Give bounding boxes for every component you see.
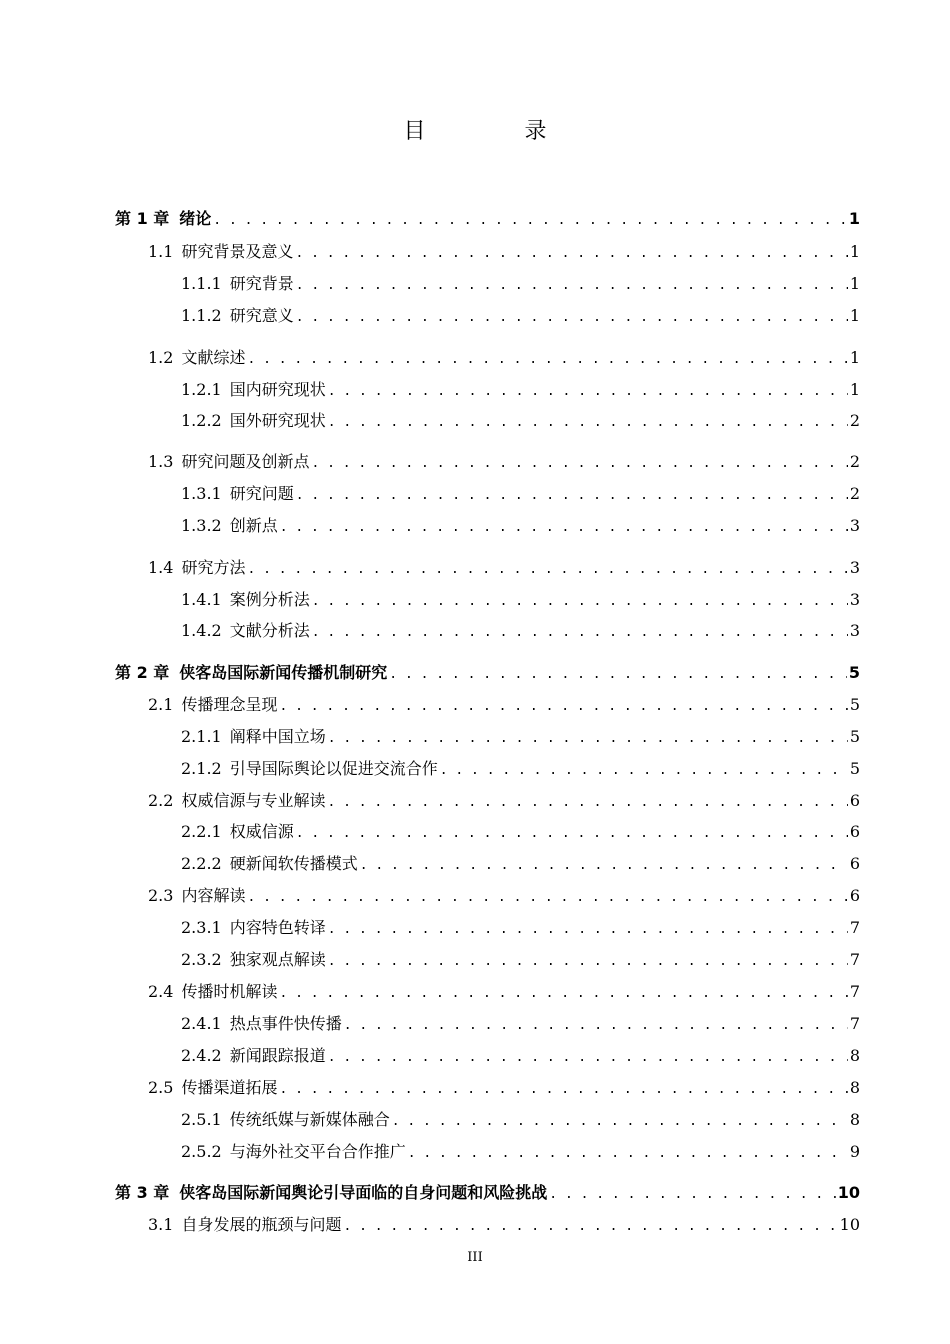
toc-leader-dots — [296, 823, 848, 845]
toc-leader-dots — [213, 210, 847, 232]
toc-entry-title: 内容特色转译 — [229, 918, 326, 937]
toc-entry[interactable] — [181, 758, 860, 782]
toc-leader-dots — [440, 760, 848, 782]
toc-entry-number: 2.3.2 — [181, 950, 222, 969]
toc-entry-page: 1 — [849, 274, 860, 293]
toc-entry-number: 1.1.1 — [181, 274, 222, 293]
toc-entry-page: 8 — [849, 1078, 860, 1097]
toc-leader-dots — [279, 696, 847, 718]
toc-entry-page: 7 — [849, 950, 860, 969]
toc-leader-dots — [327, 792, 847, 814]
toc-entry-page: 1 — [849, 242, 860, 261]
toc-entry-page: 10 — [839, 1215, 860, 1234]
toc-entry-page: 8 — [849, 1046, 860, 1065]
toc-entry-number: 2.4.2 — [181, 1046, 222, 1065]
toc-entry-page: 6 — [849, 791, 860, 810]
toc-entry-page: 7 — [849, 918, 860, 937]
toc-leader-dots — [280, 517, 848, 539]
toc-entry-title: 权威信源 — [229, 822, 294, 841]
toc-entry-page: 5 — [848, 663, 860, 682]
toc-entry-page: 7 — [849, 982, 860, 1001]
toc-entry-title: 与海外社交平台合作推广 — [229, 1142, 406, 1161]
toc-entry-number: 2.5.1 — [181, 1110, 222, 1129]
toc-entry-page: 6 — [849, 886, 860, 905]
toc-entry-title: 新闻跟踪报道 — [229, 1046, 326, 1065]
toc-entry[interactable] — [181, 821, 860, 845]
toc-entry[interactable] — [148, 790, 860, 814]
toc-leader-dots — [279, 1079, 847, 1101]
toc-entry[interactable] — [181, 273, 860, 297]
toc-entry-page: 7 — [849, 1014, 860, 1033]
toc-leader-dots — [392, 1111, 848, 1133]
toc-leader-dots — [247, 349, 847, 371]
toc-entry[interactable] — [115, 1182, 860, 1206]
toc-entry-page: 1 — [848, 209, 860, 228]
toc-leader-dots — [328, 919, 848, 941]
toc-leader-dots — [328, 951, 848, 973]
toc-leader-dots — [360, 855, 848, 877]
toc-leader-dots — [344, 1015, 848, 1037]
toc-entry-title: 文献分析法 — [229, 621, 310, 640]
toc-entry-number: 2.3 — [148, 886, 174, 905]
toc-entry-number: 1.4 — [148, 558, 174, 577]
toc-entry-title: 引导国际舆论以促进交流合作 — [229, 759, 438, 778]
toc-entry[interactable] — [181, 483, 860, 507]
page-title: 目 录 — [403, 119, 593, 144]
toc-entry[interactable] — [181, 949, 860, 973]
toc-entry-title: 国外研究现状 — [229, 411, 326, 430]
toc-entry-page: 8 — [849, 1110, 860, 1129]
toc-entry-title: 研究背景 — [229, 274, 294, 293]
toc-entry[interactable] — [148, 1214, 860, 1238]
toc-entry-number: 1.3 — [148, 452, 174, 471]
toc-entry-number: 2.2 — [148, 791, 174, 810]
toc-entry-title: 硬新闻软传播模式 — [229, 854, 358, 873]
toc-entry-number: 2.5.2 — [181, 1142, 222, 1161]
toc-leader-dots — [549, 1184, 835, 1206]
toc-entry[interactable] — [181, 305, 860, 329]
toc-leader-dots — [328, 412, 848, 434]
toc-entry-page: 1 — [849, 380, 860, 399]
toc-leader-dots — [296, 275, 848, 297]
toc-entry-title: 阐释中国立场 — [229, 727, 326, 746]
toc-entry-number: 第 2 章 — [115, 663, 170, 682]
toc-entry-page: 1 — [849, 306, 860, 325]
toc-entry-page: 3 — [849, 516, 860, 535]
toc-leader-dots — [247, 887, 847, 909]
toc-entry-page: 1 — [849, 348, 860, 367]
toc-entry[interactable] — [181, 620, 860, 644]
toc-leader-dots — [247, 559, 847, 581]
toc-leader-dots — [328, 1047, 848, 1069]
toc-leader-dots — [296, 307, 848, 329]
toc-entry-page: 2 — [849, 452, 860, 471]
toc-entry[interactable] — [148, 694, 860, 718]
toc-entry[interactable] — [148, 451, 860, 475]
toc-entry-title: 创新点 — [229, 516, 278, 535]
toc-entry-number: 1.3.2 — [181, 516, 222, 535]
toc-entry-title: 研究问题 — [229, 484, 294, 503]
toc-entry-number: 第 1 章 — [115, 209, 170, 228]
toc-entry[interactable] — [115, 208, 860, 232]
toc-entry[interactable] — [148, 241, 860, 265]
toc-entry[interactable] — [181, 726, 860, 750]
toc-entry-number: 2.3.1 — [181, 918, 222, 937]
toc-leader-dots — [328, 728, 848, 750]
toc-entry-title: 传播渠道拓展 — [181, 1078, 278, 1097]
toc-entry-page: 2 — [849, 484, 860, 503]
toc-entry[interactable] — [181, 1013, 860, 1037]
toc-entry-title: 文献综述 — [181, 348, 246, 367]
toc-leader-dots — [343, 1216, 837, 1238]
toc-entry-title: 侠客岛国际新闻舆论引导面临的自身问题和风险挑战 — [179, 1183, 548, 1202]
toc-entry-title: 研究方法 — [181, 558, 246, 577]
toc-entry-title: 研究问题及创新点 — [181, 452, 310, 471]
toc-entry-title: 传播时机解读 — [181, 982, 278, 1001]
toc-entry[interactable] — [181, 1141, 860, 1165]
toc-entry-number: 2.2.2 — [181, 854, 222, 873]
toc-entry-page: 10 — [837, 1183, 860, 1202]
toc-entry-number: 1.1 — [148, 242, 174, 261]
toc-entry[interactable] — [148, 347, 860, 371]
toc-leader-dots — [389, 664, 847, 686]
toc-entry-title: 案例分析法 — [229, 590, 310, 609]
toc-leader-dots — [279, 983, 847, 1005]
toc-leader-dots — [311, 453, 847, 475]
toc-entry-page: 5 — [849, 759, 860, 778]
toc-entry-title: 绪论 — [179, 209, 212, 228]
toc-entry[interactable] — [181, 1109, 860, 1133]
toc-entry-number: 1.3.1 — [181, 484, 222, 503]
toc-entry[interactable] — [148, 981, 860, 1005]
toc-entry-title: 内容解读 — [181, 886, 246, 905]
toc-entry-title: 自身发展的瓶颈与问题 — [181, 1215, 342, 1234]
toc-entry[interactable] — [181, 515, 860, 539]
toc-leader-dots — [328, 381, 848, 403]
toc-entry-title: 传统纸媒与新媒体融合 — [229, 1110, 390, 1129]
toc-entry-title: 研究背景及意义 — [181, 242, 294, 261]
toc-entry-number: 2.4.1 — [181, 1014, 222, 1033]
toc-entry-page: 2 — [849, 411, 860, 430]
toc-entry-page: 5 — [849, 695, 860, 714]
toc-entry[interactable] — [115, 662, 860, 686]
toc-entry-number: 3.1 — [148, 1215, 174, 1234]
toc-entry-number: 2.4 — [148, 982, 174, 1001]
toc-entry-title: 独家观点解读 — [229, 950, 326, 969]
toc-leader-dots — [408, 1143, 848, 1165]
page-number-footer: III — [467, 1250, 483, 1265]
toc-leader-dots — [312, 622, 848, 644]
toc-entry-title: 侠客岛国际新闻传播机制研究 — [179, 663, 388, 682]
toc-entry-number: 1.2.2 — [181, 411, 222, 430]
toc-entry-page: 3 — [849, 558, 860, 577]
toc-entry-page: 6 — [849, 822, 860, 841]
toc-entry-title: 权威信源与专业解读 — [181, 791, 326, 810]
toc-entry-number: 1.4.1 — [181, 590, 222, 609]
toc-leader-dots — [295, 243, 847, 265]
toc-entry-page: 9 — [849, 1142, 860, 1161]
toc-entry[interactable] — [181, 410, 860, 434]
toc-entry-title: 研究意义 — [229, 306, 294, 325]
toc-leader-dots — [296, 485, 848, 507]
toc-entry-title: 热点事件快传播 — [229, 1014, 342, 1033]
toc-entry-number: 2.1 — [148, 695, 174, 714]
toc-entry-page: 6 — [849, 854, 860, 873]
toc-entry-page: 3 — [849, 590, 860, 609]
toc-entry[interactable] — [181, 379, 860, 403]
toc-entry-number: 2.1.2 — [181, 759, 222, 778]
toc-entry-number: 1.4.2 — [181, 621, 222, 640]
toc-entry-title: 传播理念呈现 — [181, 695, 278, 714]
toc-entry-number: 1.1.2 — [181, 306, 222, 325]
toc-entry-number: 第 3 章 — [115, 1183, 170, 1202]
toc-entry-number: 1.2 — [148, 348, 174, 367]
toc-entry[interactable] — [181, 1045, 860, 1069]
toc-entry-page: 5 — [849, 727, 860, 746]
toc-leader-dots — [312, 591, 848, 613]
toc-entry-number: 1.2.1 — [181, 380, 222, 399]
toc-entry[interactable] — [148, 1077, 860, 1101]
toc-entry-number: 2.1.1 — [181, 727, 222, 746]
toc-entry[interactable] — [181, 853, 860, 877]
toc-entry-title: 国内研究现状 — [229, 380, 326, 399]
toc-entry[interactable] — [148, 557, 860, 581]
toc-entry[interactable] — [181, 917, 860, 941]
toc-entry[interactable] — [148, 885, 860, 909]
toc-entry-number: 2.2.1 — [181, 822, 222, 841]
toc-entry-page: 3 — [849, 621, 860, 640]
toc-entry[interactable] — [181, 589, 860, 613]
toc-entry-number: 2.5 — [148, 1078, 174, 1097]
